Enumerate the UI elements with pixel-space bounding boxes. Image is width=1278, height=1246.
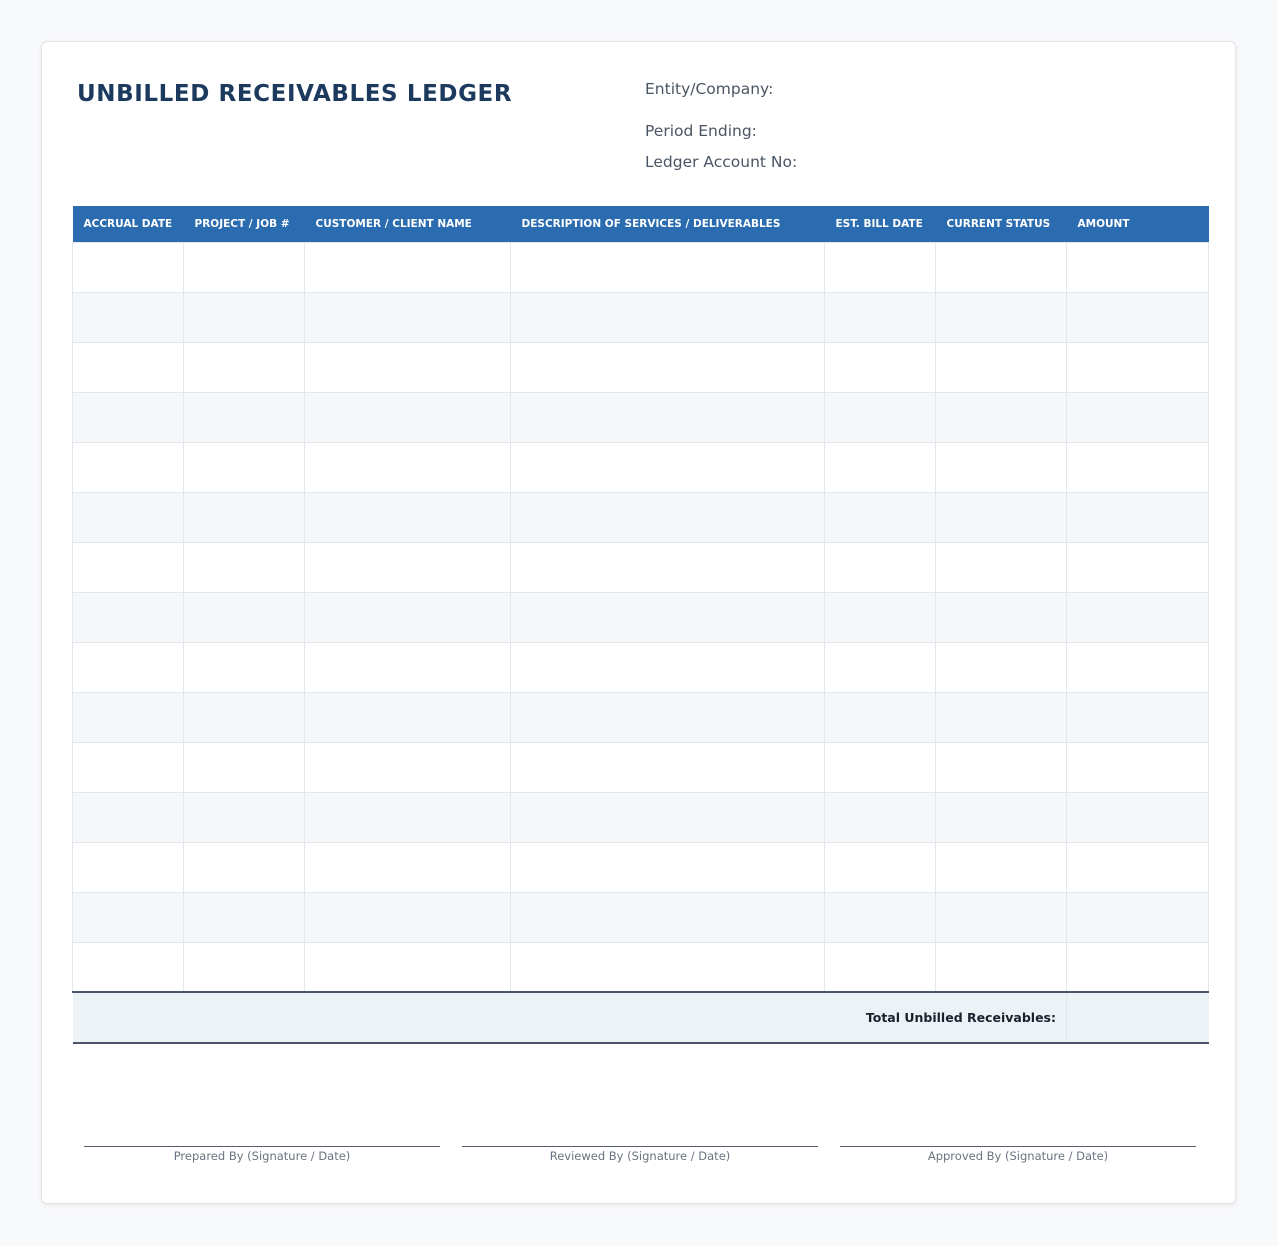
cell-amount[interactable] [1067, 642, 1209, 692]
cell-current-status[interactable] [936, 242, 1067, 292]
cell-accrual-date[interactable] [73, 342, 184, 392]
cell-est-bill-date[interactable] [825, 442, 936, 492]
table-row [73, 342, 1209, 392]
cell-current-status[interactable] [936, 542, 1067, 592]
cell-amount[interactable] [1067, 742, 1209, 792]
cell-current-status[interactable] [936, 892, 1067, 942]
table-row [73, 692, 1209, 742]
cell-current-status[interactable] [936, 692, 1067, 742]
column-header-amount: AMOUNT [1067, 206, 1209, 242]
cell-accrual-date[interactable] [73, 692, 184, 742]
table-row [73, 392, 1209, 442]
column-header-project-job: PROJECT / JOB # [184, 206, 305, 242]
total-label: Total Unbilled Receivables: [73, 992, 1067, 1043]
cell-project-job[interactable] [184, 642, 305, 692]
cell-est-bill-date[interactable] [825, 942, 936, 992]
cell-accrual-date[interactable] [73, 392, 184, 442]
cell-accrual-date[interactable] [73, 442, 184, 492]
total-value-cell[interactable] [1067, 992, 1209, 1043]
cell-project-job[interactable] [184, 392, 305, 442]
cell-project-job[interactable] [184, 942, 305, 992]
table-row [73, 942, 1209, 992]
cell-customer-name[interactable] [305, 692, 511, 742]
cell-customer-name[interactable] [305, 892, 511, 942]
cell-est-bill-date[interactable] [825, 492, 936, 542]
cell-est-bill-date[interactable] [825, 242, 936, 292]
cell-current-status[interactable] [936, 642, 1067, 692]
cell-project-job[interactable] [184, 692, 305, 742]
cell-description[interactable] [511, 242, 825, 292]
table-row [73, 892, 1209, 942]
cell-accrual-date[interactable] [73, 292, 184, 342]
cell-current-status[interactable] [936, 592, 1067, 642]
cell-amount[interactable] [1067, 942, 1209, 992]
cell-description[interactable] [511, 342, 825, 392]
cell-customer-name[interactable] [305, 242, 511, 292]
cell-amount[interactable] [1067, 492, 1209, 542]
cell-amount[interactable] [1067, 692, 1209, 742]
cell-est-bill-date[interactable] [825, 892, 936, 942]
table-row [73, 442, 1209, 492]
cell-accrual-date[interactable] [73, 542, 184, 592]
cell-est-bill-date[interactable] [825, 792, 936, 842]
table-row [73, 742, 1209, 792]
entity-company-label: Entity/Company: [645, 80, 774, 98]
cell-accrual-date[interactable] [73, 742, 184, 792]
cell-est-bill-date[interactable] [825, 742, 936, 792]
cell-customer-name[interactable] [305, 342, 511, 392]
column-header-description: DESCRIPTION OF SERVICES / DELIVERABLES [511, 206, 825, 242]
cell-description[interactable] [511, 292, 825, 342]
cell-description[interactable] [511, 942, 825, 992]
column-header-accrual-date: ACCRUAL DATE [73, 206, 184, 242]
cell-accrual-date[interactable] [73, 242, 184, 292]
cell-accrual-date[interactable] [73, 892, 184, 942]
cell-amount[interactable] [1067, 892, 1209, 942]
cell-est-bill-date[interactable] [825, 842, 936, 892]
cell-description[interactable] [511, 742, 825, 792]
cell-project-job[interactable] [184, 592, 305, 642]
table-row [73, 292, 1209, 342]
cell-customer-name[interactable] [305, 942, 511, 992]
table-row [73, 842, 1209, 892]
table-row [73, 792, 1209, 842]
cell-amount[interactable] [1067, 792, 1209, 842]
cell-customer-name[interactable] [305, 392, 511, 442]
cell-customer-name[interactable] [305, 792, 511, 842]
column-header-est-bill-date: EST. BILL DATE [825, 206, 936, 242]
cell-description[interactable] [511, 542, 825, 592]
table-row [73, 492, 1209, 542]
cell-project-job[interactable] [184, 842, 305, 892]
cell-amount[interactable] [1067, 292, 1209, 342]
cell-accrual-date[interactable] [73, 492, 184, 542]
table-row [73, 592, 1209, 642]
cell-customer-name[interactable] [305, 542, 511, 592]
table-row [73, 642, 1209, 692]
cell-accrual-date[interactable] [73, 942, 184, 992]
cell-customer-name[interactable] [305, 442, 511, 492]
cell-amount[interactable] [1067, 442, 1209, 492]
cell-project-job[interactable] [184, 492, 305, 542]
period-ending-label: Period Ending: [645, 122, 757, 140]
cell-est-bill-date[interactable] [825, 292, 936, 342]
cell-description[interactable] [511, 792, 825, 842]
cell-project-job[interactable] [184, 342, 305, 392]
ledger-body [73, 242, 1209, 992]
cell-description[interactable] [511, 642, 825, 692]
cell-est-bill-date[interactable] [825, 342, 936, 392]
cell-accrual-date[interactable] [73, 642, 184, 692]
cell-customer-name[interactable] [305, 292, 511, 342]
cell-project-job[interactable] [184, 892, 305, 942]
cell-project-job[interactable] [184, 792, 305, 842]
cell-current-status[interactable] [936, 942, 1067, 992]
cell-project-job[interactable] [184, 242, 305, 292]
cell-est-bill-date[interactable] [825, 392, 936, 442]
cell-current-status[interactable] [936, 442, 1067, 492]
ledger-table [72, 206, 1209, 1044]
cell-description[interactable] [511, 892, 825, 942]
cell-description[interactable] [511, 442, 825, 492]
cell-amount[interactable] [1067, 842, 1209, 892]
column-header-current-status: CURRENT STATUS [936, 206, 1067, 242]
cell-est-bill-date[interactable] [825, 542, 936, 592]
cell-current-status[interactable] [936, 492, 1067, 542]
cell-current-status[interactable] [936, 292, 1067, 342]
cell-amount[interactable] [1067, 242, 1209, 292]
cell-accrual-date[interactable] [73, 792, 184, 842]
cell-amount[interactable] [1067, 342, 1209, 392]
total-row [73, 992, 1209, 1043]
cell-customer-name[interactable] [305, 492, 511, 542]
approved-by-signature-line[interactable]: Approved By (Signature / Date) [840, 1146, 1196, 1163]
cell-current-status[interactable] [936, 792, 1067, 842]
cell-customer-name[interactable] [305, 742, 511, 792]
cell-est-bill-date[interactable] [825, 692, 936, 742]
ledger-account-label: Ledger Account No: [645, 153, 798, 171]
cell-current-status[interactable] [936, 742, 1067, 792]
prepared-by-signature-line[interactable]: Prepared By (Signature / Date) [84, 1146, 440, 1163]
cell-current-status[interactable] [936, 342, 1067, 392]
page-title: UNBILLED RECEIVABLES LEDGER [77, 81, 513, 107]
column-header-customer-name: CUSTOMER / CLIENT NAME [305, 206, 511, 242]
cell-project-job[interactable] [184, 442, 305, 492]
cell-amount[interactable] [1067, 542, 1209, 592]
cell-description[interactable] [511, 692, 825, 742]
cell-customer-name[interactable] [305, 842, 511, 892]
cell-description[interactable] [511, 592, 825, 642]
cell-accrual-date[interactable] [73, 842, 184, 892]
cell-customer-name[interactable] [305, 642, 511, 692]
cell-customer-name[interactable] [305, 592, 511, 642]
cell-description[interactable] [511, 492, 825, 542]
cell-est-bill-date[interactable] [825, 642, 936, 692]
cell-project-job[interactable] [184, 542, 305, 592]
cell-project-job[interactable] [184, 292, 305, 342]
cell-accrual-date[interactable] [73, 592, 184, 642]
cell-amount[interactable] [1067, 592, 1209, 642]
cell-description[interactable] [511, 842, 825, 892]
cell-project-job[interactable] [184, 742, 305, 792]
table-row [73, 542, 1209, 592]
cell-current-status[interactable] [936, 392, 1067, 442]
cell-description[interactable] [511, 392, 825, 442]
cell-current-status[interactable] [936, 842, 1067, 892]
cell-amount[interactable] [1067, 392, 1209, 442]
table-row [73, 242, 1209, 292]
cell-est-bill-date[interactable] [825, 592, 936, 642]
table-header-row [73, 206, 1209, 242]
reviewed-by-signature-line[interactable]: Reviewed By (Signature / Date) [462, 1146, 818, 1163]
ledger-card [41, 41, 1236, 1204]
